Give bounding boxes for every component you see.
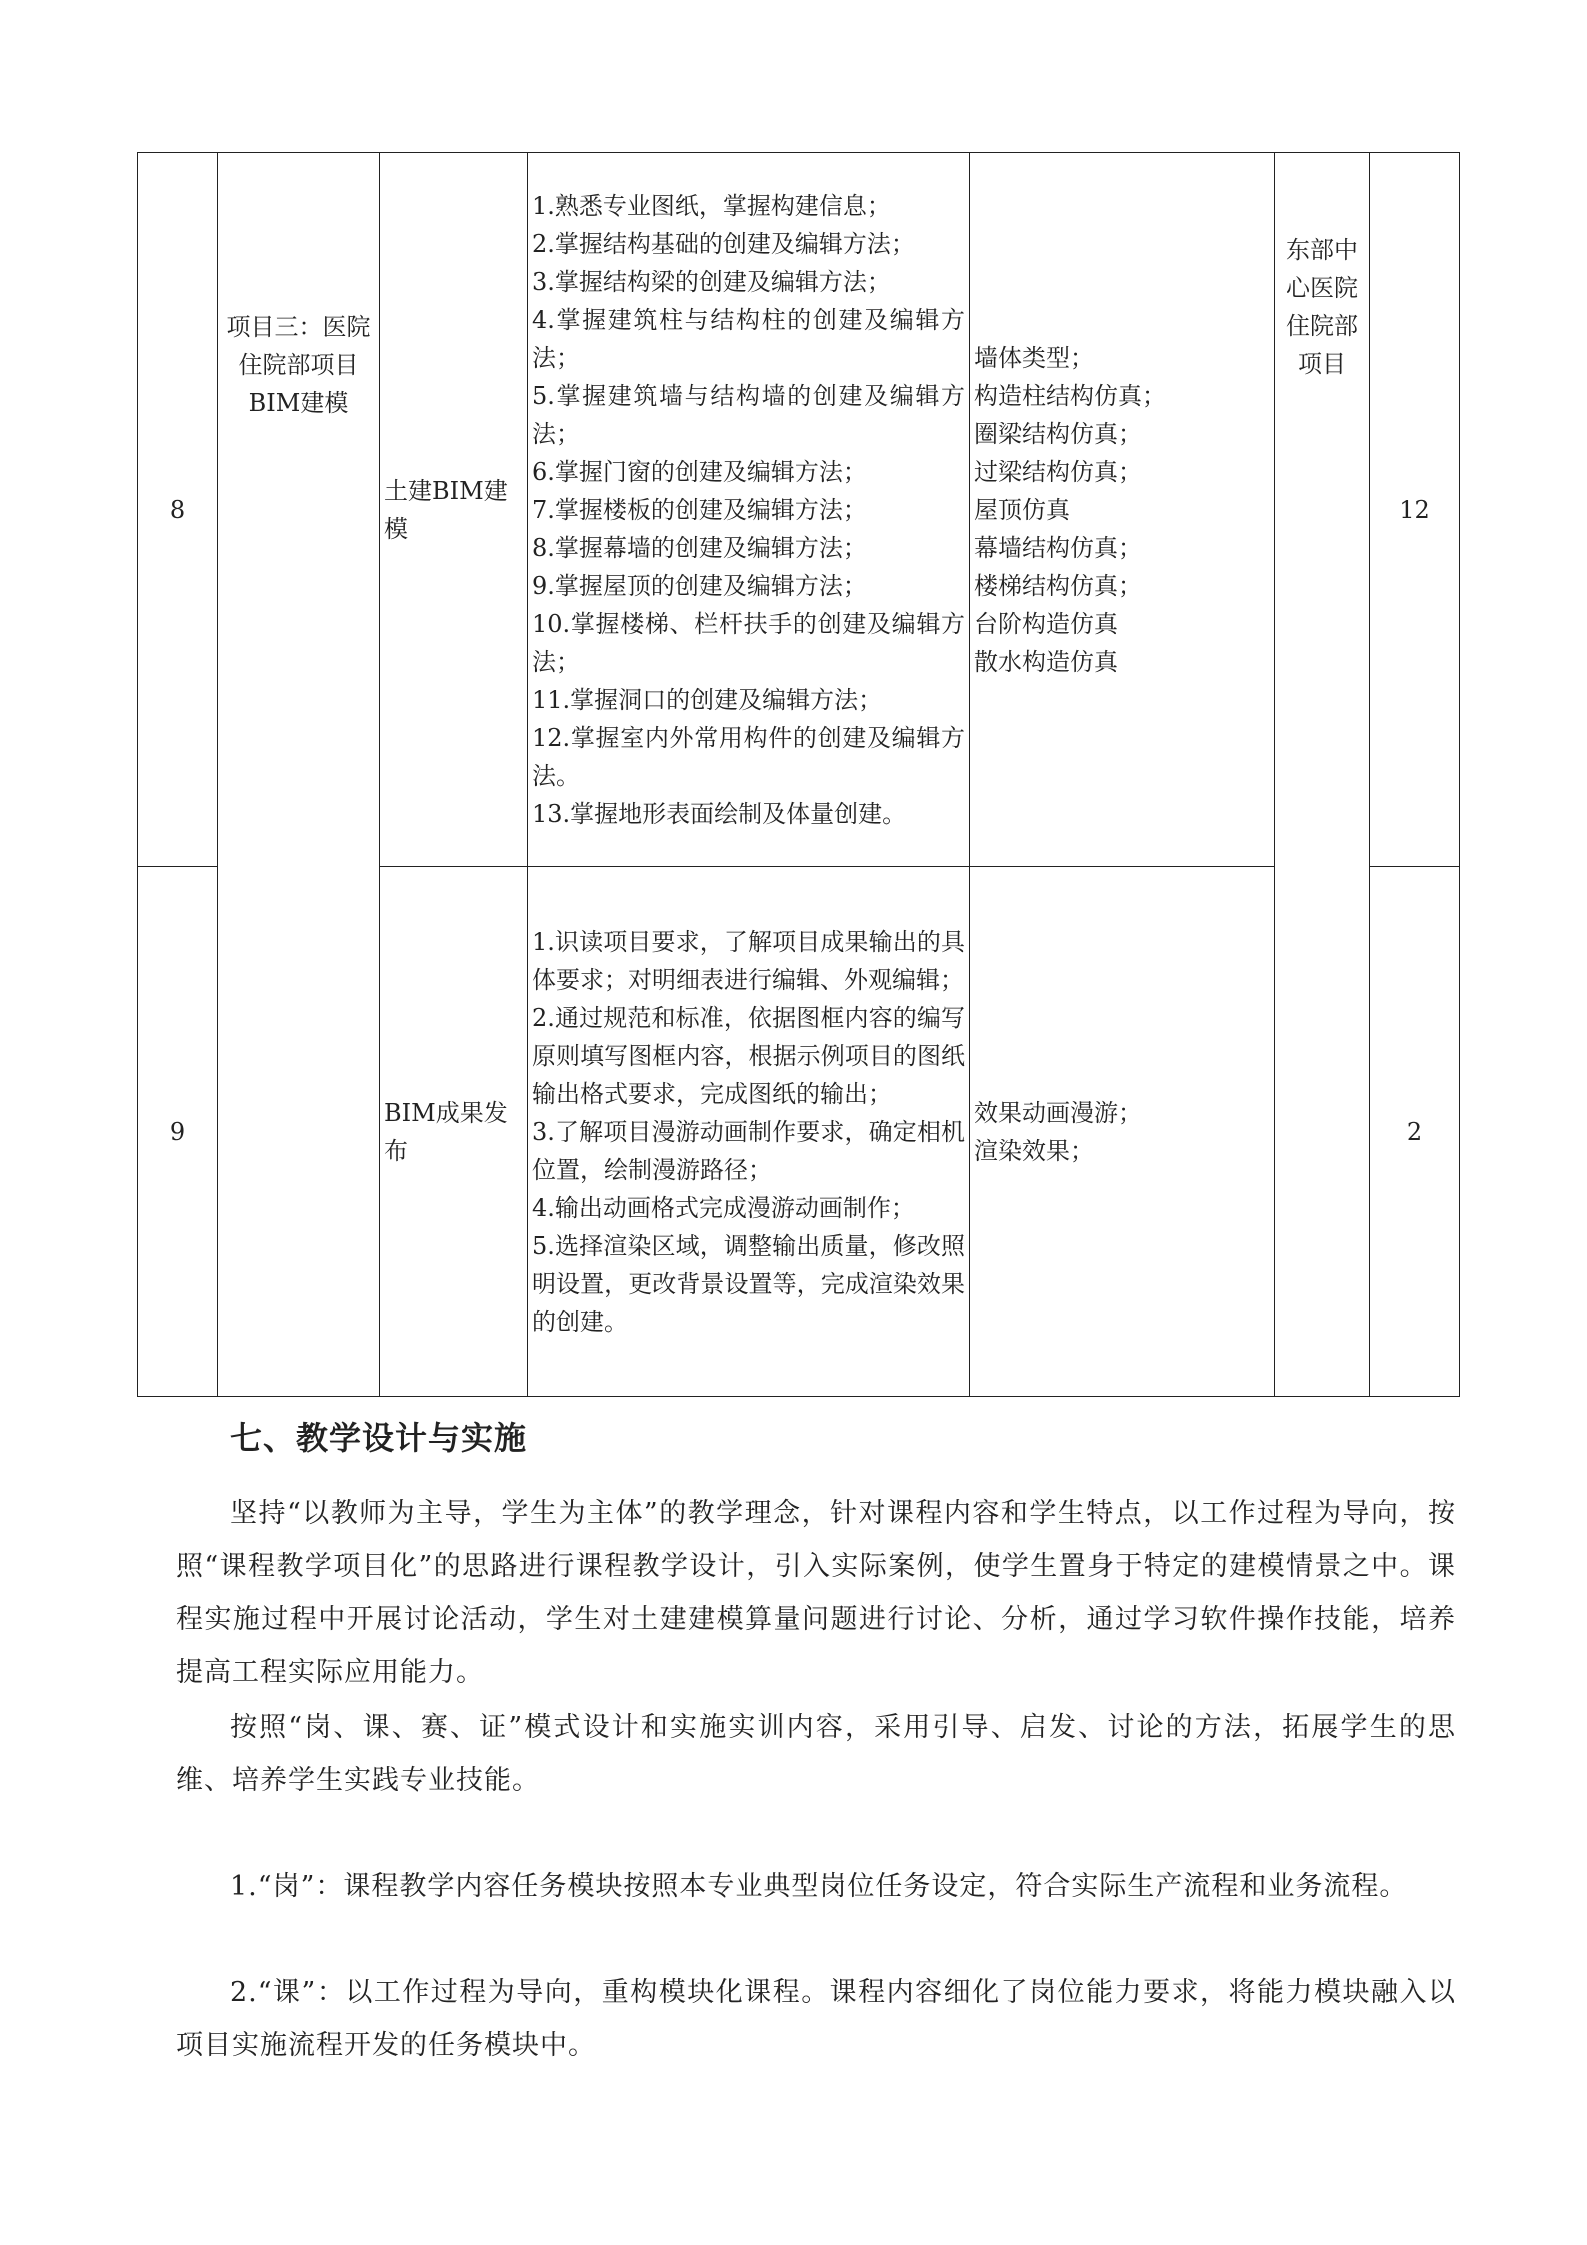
- simulation-item: 圈梁结构仿真；: [974, 419, 1142, 448]
- module-name: BIM成果发布: [380, 867, 528, 1397]
- simulation-item: 散水构造仿真: [974, 647, 1118, 676]
- content-item: 2.通过规范和标准，依据图框内容的编写原则填写图框内容，根据示例项目的图纸输出格式要求，完成图纸的输出；: [532, 1003, 965, 1108]
- content-item: 11.掌握洞口的创建及编辑方法；: [532, 685, 883, 714]
- content-item: 4.输出动画格式完成漫游动画制作；: [532, 1193, 915, 1222]
- content-item: 2.掌握结构基础的创建及编辑方法；: [532, 229, 915, 258]
- content-item: 3.掌握结构梁的创建及编辑方法；: [532, 267, 891, 296]
- content-item: 3.了解项目漫游动画制作要求，确定相机位置，绘制漫游路径；: [532, 1117, 965, 1184]
- simulation-item: 屋顶仿真: [974, 495, 1070, 524]
- content-item: 9.掌握屋顶的创建及编辑方法；: [532, 571, 867, 600]
- simulation-cell: [970, 867, 1275, 1397]
- row-number: 8: [138, 153, 218, 867]
- content-item: 7.掌握楼板的创建及编辑方法；: [532, 495, 867, 524]
- table-row: [138, 153, 1460, 867]
- case-project: 东部中心医院住院部项目: [1275, 153, 1370, 1397]
- hours-cell: 2: [1370, 867, 1460, 1397]
- content-item: 1.熟悉专业图纸，掌握构建信息；: [532, 191, 891, 220]
- body-paragraph: 1.“岗”：课程教学内容任务模块按照本专业典型岗位任务设定，符合实际生产流程和业务流程。: [230, 1871, 1408, 1902]
- simulation-item: 渲染效果；: [974, 1136, 1094, 1165]
- content-cell: [528, 153, 970, 867]
- simulation-item: 过梁结构仿真；: [974, 457, 1142, 486]
- hours-cell: 12: [1370, 153, 1460, 867]
- simulation-item: 楼梯结构仿真；: [974, 571, 1142, 600]
- simulation-item: 效果动画漫游；: [974, 1098, 1142, 1127]
- content-item: 13.掌握地形表面绘制及体量创建。: [532, 799, 907, 828]
- content-item: 5.选择渲染区域，调整输出质量，修改照明设置，更改背景设置等，完成渲染效果的创建。: [532, 1231, 965, 1336]
- body-paragraph: 按照“岗、课、赛、证”模式设计和实施实训内容，采用引导、启发、讨论的方法，拓展学生的思维、培养学生实践专业技能。: [176, 1712, 1456, 1796]
- body-paragraph: 坚持“以教师为主导，学生为主体”的教学理念，针对课程内容和学生特点，以工作过程为导向，按照“课程教学项目化”的思路进行课程教学设计，引入实际案例，使学生置身于特定的建模情景之中。课程实施过程中开展讨论活动，学生对土建建模算量问题进行讨论、分析，通过学习软件操作技能，培养提高工程实际应用能力。: [176, 1498, 1456, 1688]
- simulation-item: 构造柱结构仿真；: [974, 381, 1166, 410]
- content-item: 4.掌握建筑柱与结构柱的创建及编辑方法；: [532, 305, 965, 372]
- content-item: 5.掌握建筑墙与结构墙的创建及编辑方法；: [532, 381, 965, 448]
- project-name: 项目三：医院住院部项目BIM建模: [218, 153, 380, 1397]
- simulation-item: 台阶构造仿真: [974, 609, 1118, 638]
- content-item: 1.识读项目要求，了解项目成果输出的具体要求；对明细表进行编辑、外观编辑；: [532, 927, 965, 994]
- content-item: 10.掌握楼梯、栏杆扶手的创建及编辑方法；: [532, 609, 965, 676]
- simulation-cell: [970, 153, 1275, 867]
- section-title: 七、教学设计与实施: [230, 1419, 528, 1457]
- content-item: 12.掌握室内外常用构件的创建及编辑方法。: [532, 723, 965, 790]
- content-cell: [528, 867, 970, 1397]
- body-paragraph: 2.“课”：以工作过程为导向，重构模块化课程。课程内容细化了岗位能力要求，将能力模块融入以项目实施流程开发的任务模块中。: [176, 1977, 1456, 2061]
- simulation-item: 幕墙结构仿真；: [974, 533, 1142, 562]
- content-item: 6.掌握门窗的创建及编辑方法；: [532, 457, 867, 486]
- module-name: 土建BIM建模: [380, 153, 528, 867]
- row-number: 9: [138, 867, 218, 1397]
- simulation-item: 墙体类型；: [974, 343, 1094, 372]
- course-table: [137, 152, 1460, 1397]
- content-item: 8.掌握幕墙的创建及编辑方法；: [532, 533, 867, 562]
